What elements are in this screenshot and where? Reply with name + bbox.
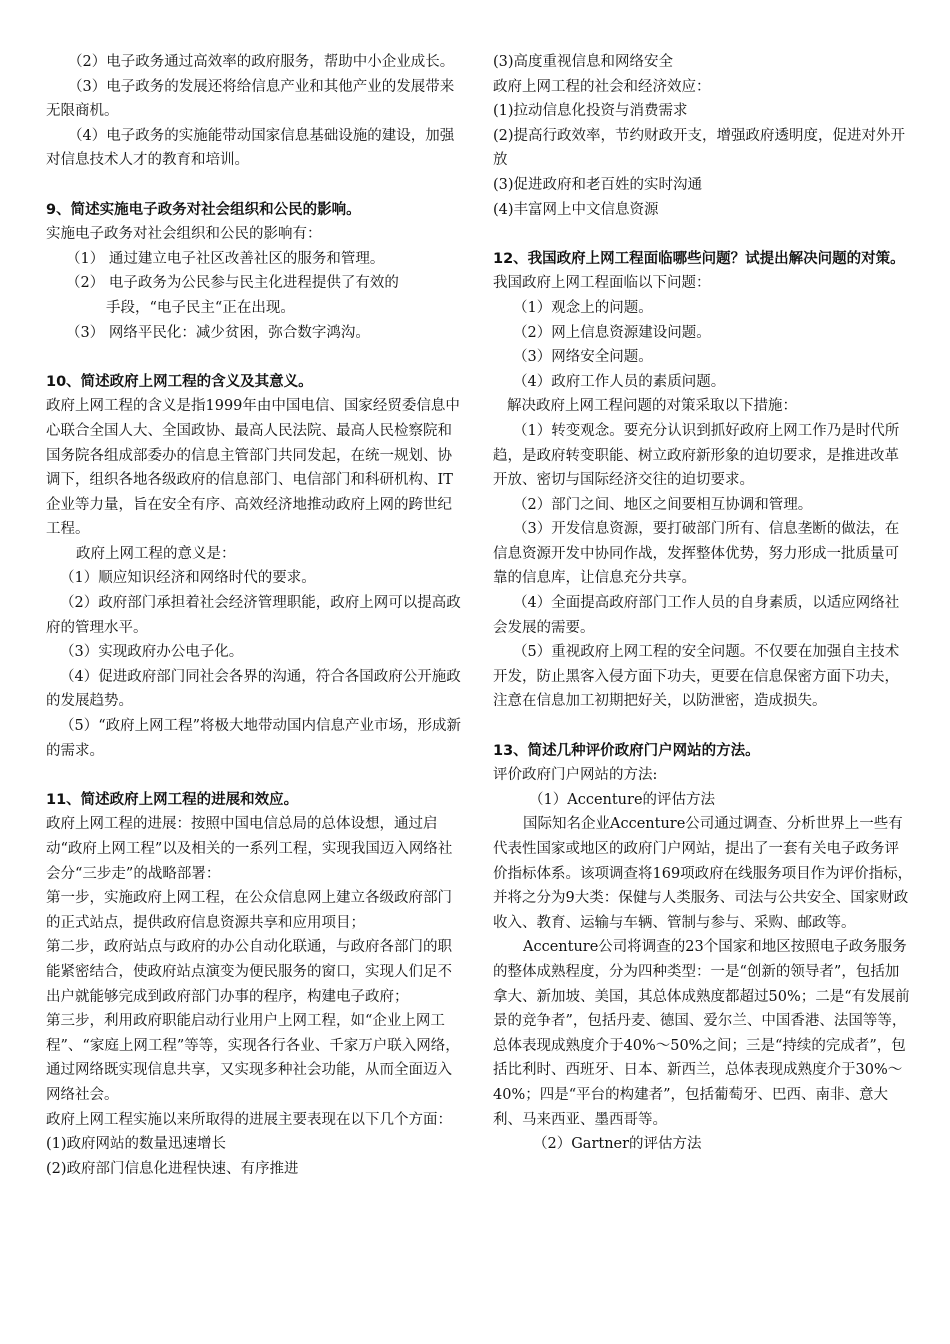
q10-item: （1）顺应知识经济和网络时代的要求。 xyxy=(60,570,316,587)
intro-item-3: （3）电子政务的发展还将给信息产业和其他产业的发展带来无限商机。 xyxy=(46,78,455,120)
q11-effect: (3)促进政府和老百姓的实时沟通 xyxy=(493,176,703,193)
q9-item-cont: 手段，“电子民主“正在出现。 xyxy=(106,299,295,316)
q11-achievement: (1)政府网站的数量迅速增长 xyxy=(46,1136,227,1153)
q9-lead: 实施电子政务对社会组织和公民的影响有： xyxy=(46,226,322,243)
q9-heading: 9、简述实施电子政务对社会组织和公民的影响。 xyxy=(46,201,361,218)
q12-solution: （3）开发信息资源，要打破部门所有、信息垄断的做法，在信息资源开发中协同作战，发挥整体优势，努力形成一批质量可靠的信息库，让信息充分共享。 xyxy=(493,521,900,587)
q11-effects-lead: 政府上网工程的社会和经济效应： xyxy=(493,78,711,95)
q11-effect: (4)丰富网上中文信息资源 xyxy=(493,201,659,218)
q12-lead: 我国政府上网工程面临以下问题： xyxy=(493,275,711,292)
q13-method-title: （2）Gartner的评估方法 xyxy=(533,1136,702,1153)
q11-heading: 11、简述政府上网工程的进展和效应。 xyxy=(46,791,299,808)
q11-progress: 政府上网工程的进展：按照中国电信总局的总体设想，通过启动“政府上网工程”以及相关的一系列工程，实现我国迈入网络社会分“三步走”的战略部署： xyxy=(46,816,453,882)
q10-item: （5）“政府上网工程”将极大地带动国内信息产业市场，形成新的需求。 xyxy=(46,718,462,759)
q9-item: （1） 通过建立电子社区改善社区的服务和管理。 xyxy=(66,250,385,267)
q12-problem: （4）政府工作人员的素质问题。 xyxy=(513,373,726,390)
q12-problem: （1）观念上的问题。 xyxy=(513,299,653,316)
q10-heading: 10、简述政府上网工程的含义及其意义。 xyxy=(46,373,313,390)
q11-effect: (1)拉动信息化投资与消费需求 xyxy=(493,103,688,120)
q9-item: （3） 网络平民化：减少贫困，弥合数字鸿沟。 xyxy=(66,324,370,341)
left-column xyxy=(46,50,466,1181)
q9-item: （2） 电子政务为公民参与民主化进程提供了有效的 xyxy=(66,275,399,292)
q11-achievements-lead: 政府上网工程实施以来所取得的进展主要表现在以下几个方面： xyxy=(46,1111,452,1128)
q10-item: （4）促进政府部门同社会各界的沟通，符合各国政府公开施政的发展趋势。 xyxy=(46,668,461,710)
q12-solution: （1）转变观念。要充分认识到抓好政府上网工作乃是时代所趋，是政府转变职能、树立政府新形象的迫切要求，是推进改革开放、密切与国际经济交往的迫切要求。 xyxy=(493,422,900,489)
q13-heading: 13、简述几种评价政府门户网站的方法。 xyxy=(493,742,760,759)
q12-solution: （2）部门之间、地区之间要相互协调和管理。 xyxy=(513,496,813,513)
q13-method-title: （1）Accenture的评估方法 xyxy=(529,791,716,808)
q11-step: 第三步，利用政府职能启动行业用户上网工程，如“企业上网工程”、“家庭上网工程”等等，实现各行各业、千家万户联入网络，通过网络既实现信息共享，又实现多种社会功能，从而全面迈入网络社会。 xyxy=(46,1013,460,1103)
q11-achievement: (3)高度重视信息和网络安全 xyxy=(493,54,674,70)
q11-step: 第一步，实施政府上网工程，在公众信息网上建立各级政府部门的正式站点，提供政府信息资源共享和应用项目； xyxy=(46,890,452,931)
q11-effect: (2)提高行政效率，节约财政开支，增强政府透明度，促进对外开放 xyxy=(493,127,906,169)
intro-item-4: （4）电子政务的实施能带动国家信息基础设施的建设，加强对信息技术人才的教育和培训。 xyxy=(46,127,455,169)
q10-item: （3）实现政府办公电子化。 xyxy=(60,644,244,661)
q13-method-paragraph: Accenture公司将调查的23个国家和地区按照电子政务服务的整体成熟程度，分为四种类型：一是“创新的领导者”，包括加拿大、新加坡、美国，其总体成熟度都超过50%；二是“有发展前景的竞争者”，包括丹麦、德国、爱尔兰、中国香港、法国等等，总体表现成熟度介于40%～50%之间；三是“持续的完成者”，包括比利时、西班牙、日本、新西兰，总体表现成熟度介于30%～40%；四是“平台的构建者”，包括葡萄牙、巴西、南非、意大利、马来西亚、墨西哥等。 xyxy=(493,939,910,1128)
q12-problem: （2）网上信息资源建设问题。 xyxy=(513,324,711,341)
q12-problem: （3）网络安全问题。 xyxy=(513,349,653,366)
q12-solution: （4）全面提高政府部门工作人员的自身素质，以适应网络社会发展的需要。 xyxy=(493,595,900,636)
q13-method-paragraph: 国际知名企业Accenture公司通过调查、分析世界上一些有代表性国家或地区的政府门户网站，提出了一套有关电子政务评价指标体系。该项调查将169项政府在线服务项目作为评价指标，并将之分为9大类：保健与人类服务、司法与公共安全、国家财政收入、教育、运输与车辆、管制与参与、采购、邮政等。 xyxy=(493,816,913,931)
q11-step: 第二步，政府站点与政府的办公自动化联通，与政府各部门的职能紧密结合，使政府站点演变为便民服务的窗口，实现人们足不出户就能够完成到政府部门办事的程序，构建电子政府； xyxy=(46,939,452,1005)
intro-item-2: （2）电子政务通过高效率的政府服务，帮助中小企业成长。 xyxy=(68,54,455,70)
q12-solution: （5）重视政府上网工程的安全问题。不仅要在加强自主技术开发，防止黑客入侵方面下功夫，更要在信息保密方面下功夫，注意在信息加工初期把好关，以防泄密，造成损失。 xyxy=(493,644,900,710)
q10-item: （2）政府部门承担着社会经济管理职能，政府上网可以提高政府的管理水平。 xyxy=(46,595,461,636)
q11-achievement: (2)政府部门信息化进程快速、有序推进 xyxy=(46,1160,299,1177)
q12-solutions-lead: 解决政府上网工程问题的对策采取以下措施： xyxy=(507,398,797,415)
right-column xyxy=(493,50,913,1157)
q10-definition: 政府上网工程的含义是指1999年由中国电信、国家经贸委信息中心联合全国人大、全国政协、最高人民法院、最高人民检察院和国务院各组成部委办的信息主管部门共同发起，在统一规划、协调下，组织各地各级政府的信息部门、电信部门和科研机构、IT企业等力量，旨在安全有序、高效经济地推动政府上网的跨世纪工程。 xyxy=(46,398,460,538)
q10-meaning-lead: 政府上网工程的意义是： xyxy=(76,545,236,562)
q12-heading: 12、我国政府上网工程面临哪些问题？试提出解决问题的对策。 xyxy=(493,250,905,267)
q13-lead: 评价政府门户网站的方法: xyxy=(493,767,658,784)
